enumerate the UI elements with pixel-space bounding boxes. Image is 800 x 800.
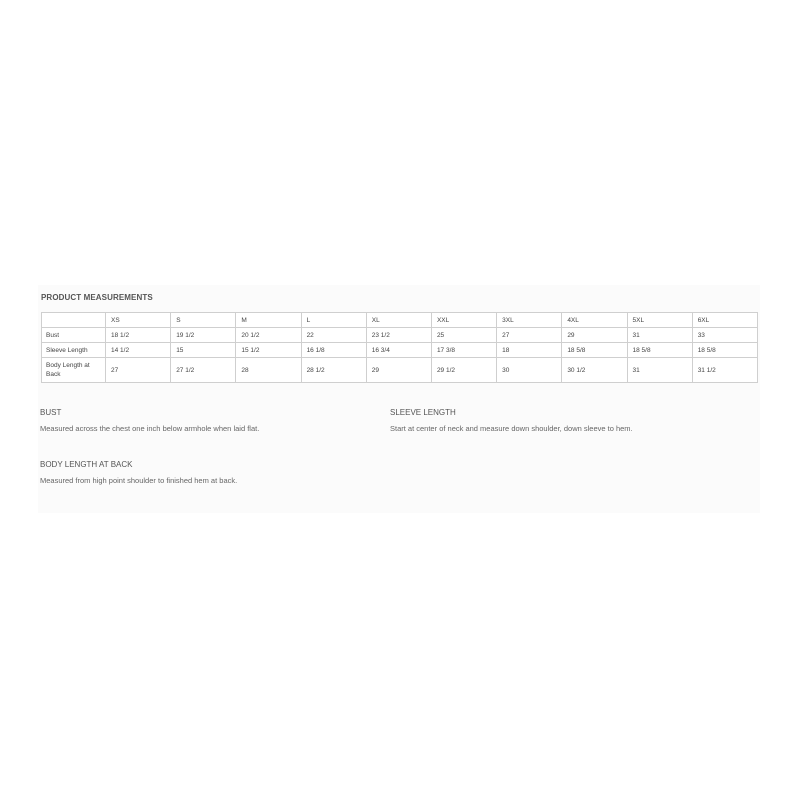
- table-cell: 27: [497, 328, 562, 343]
- table-cell: 15 1/2: [236, 343, 301, 358]
- table-header-row: [42, 313, 758, 328]
- table-cell: 18 5/8: [692, 343, 757, 358]
- table-row-bust: [42, 328, 758, 343]
- table-cell: 29: [562, 328, 627, 343]
- size-header: XXL: [431, 313, 496, 328]
- section-title: PRODUCT MEASUREMENTS: [41, 293, 153, 302]
- row-label: Sleeve Length: [42, 343, 106, 358]
- table-row-body-length: [42, 358, 758, 383]
- header-corner-cell: [42, 313, 106, 328]
- measurements-table: [41, 312, 758, 383]
- table-cell: 14 1/2: [106, 343, 171, 358]
- table-cell: 31: [627, 358, 692, 383]
- table-cell: 25: [431, 328, 496, 343]
- size-header: 6XL: [692, 313, 757, 328]
- table-cell: 23 1/2: [366, 328, 431, 343]
- size-header: 5XL: [627, 313, 692, 328]
- sleeve-length-description: [390, 408, 633, 433]
- size-header: L: [301, 313, 366, 328]
- table-cell: 16 1/8: [301, 343, 366, 358]
- sleeve-length-heading: SLEEVE LENGTH: [390, 408, 456, 417]
- size-header: S: [171, 313, 236, 328]
- table-row-sleeve-length: [42, 343, 758, 358]
- table-cell: 33: [692, 328, 757, 343]
- body-length-description: [40, 460, 237, 485]
- table-cell: 29: [366, 358, 431, 383]
- bust-description: [40, 408, 259, 433]
- table-cell: 20 1/2: [236, 328, 301, 343]
- sleeve-length-text: Start at center of neck and measure down shoulder, down sleeve to hem.: [390, 424, 633, 433]
- size-header: 3XL: [497, 313, 562, 328]
- table-cell: 28: [236, 358, 301, 383]
- size-header: XS: [106, 313, 171, 328]
- table-cell: 18 5/8: [562, 343, 627, 358]
- table-cell: 31 1/2: [692, 358, 757, 383]
- size-header: M: [236, 313, 301, 328]
- bust-text: Measured across the chest one inch below armhole when laid flat.: [40, 424, 260, 433]
- table-cell: 30 1/2: [562, 358, 627, 383]
- table-cell: 19 1/2: [171, 328, 236, 343]
- size-header: 4XL: [562, 313, 627, 328]
- table-cell: 18: [497, 343, 562, 358]
- table-cell: 30: [497, 358, 562, 383]
- table-cell: 22: [301, 328, 366, 343]
- body-length-text: Measured from high point shoulder to finished hem at back.: [40, 476, 238, 485]
- table-cell: 18 1/2: [106, 328, 171, 343]
- table-cell: 28 1/2: [301, 358, 366, 383]
- table-cell: 17 3/8: [431, 343, 496, 358]
- product-measurements-panel: [38, 285, 760, 513]
- table-cell: 29 1/2: [431, 358, 496, 383]
- table-cell: 18 5/8: [627, 343, 692, 358]
- table-cell: 27 1/2: [171, 358, 236, 383]
- table-cell: 27: [106, 358, 171, 383]
- table-cell: 31: [627, 328, 692, 343]
- bust-heading: BUST: [40, 408, 62, 417]
- row-label: Body Length at Back: [42, 358, 106, 383]
- body-length-heading: BODY LENGTH AT BACK: [40, 460, 133, 469]
- table-cell: 15: [171, 343, 236, 358]
- table-cell: 16 3/4: [366, 343, 431, 358]
- size-header: XL: [366, 313, 431, 328]
- row-label: Bust: [42, 328, 106, 343]
